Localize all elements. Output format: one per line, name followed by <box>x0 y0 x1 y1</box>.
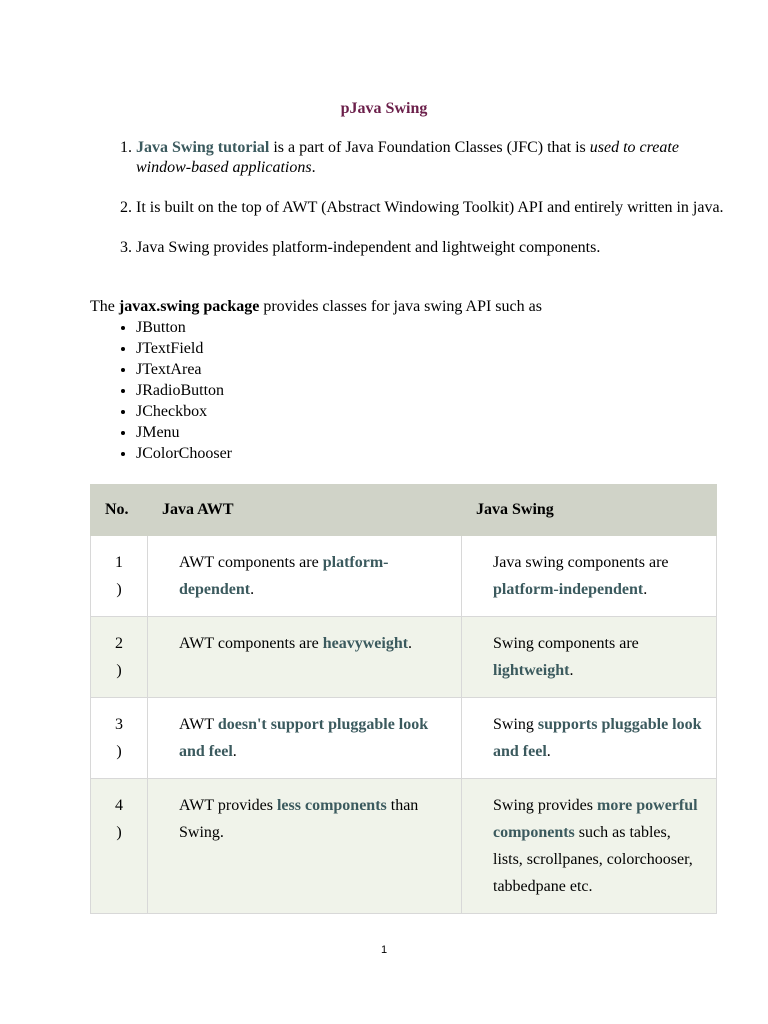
row-number-text: 1 ) <box>115 554 123 598</box>
swing-tutorial-link[interactable]: Java Swing tutorial <box>136 139 270 156</box>
cell-text: Java swing components are <box>493 554 669 571</box>
list-item: • JMenu <box>136 422 232 443</box>
cell-text: . <box>250 581 255 598</box>
cell-link[interactable]: platform-independent <box>493 581 644 598</box>
swing-cell <box>462 536 717 617</box>
awt-cell <box>148 536 462 617</box>
cell-text: Swing <box>493 716 538 733</box>
intro-item: 3. Java Swing provides platform-independent and lightweight components. <box>136 238 736 258</box>
para-text: The <box>90 298 119 315</box>
intro-text: is a part of Java Foundation Classes (JFC) that is <box>269 139 590 156</box>
para-text: provides classes for java swing API such as <box>259 298 542 315</box>
swing-cell <box>462 617 717 698</box>
cell-text: AWT <box>179 716 218 733</box>
row-number <box>91 779 148 914</box>
awt-cell <box>148 698 462 779</box>
cell-text: than Swing. <box>179 797 419 841</box>
table-row <box>91 779 717 914</box>
header-awt: Java AWT <box>148 485 462 536</box>
cell-text: . <box>232 743 237 760</box>
list-item: • JTextArea <box>136 359 232 380</box>
intro-item: 2. It is built on the top of AWT (Abstract Windowing Toolkit) API and entirely written in java. <box>136 198 736 218</box>
cell-link[interactable]: platform-dependent <box>179 554 389 598</box>
component-list <box>96 317 232 464</box>
list-item: • JButton <box>136 317 232 338</box>
row-number-text: 3 ) <box>115 716 123 760</box>
package-paragraph <box>90 297 542 317</box>
table-header-row <box>91 485 717 536</box>
table-row <box>91 698 717 779</box>
row-number-text: 4 ) <box>115 797 123 841</box>
cell-link[interactable]: lightweight <box>493 662 570 679</box>
intro-item <box>136 138 736 178</box>
cell-text: AWT provides <box>179 797 277 814</box>
swing-cell <box>462 698 717 779</box>
list-item: • JCheckbox <box>136 401 232 422</box>
document-title: pJava Swing <box>340 100 428 117</box>
header-no: No. <box>91 485 148 536</box>
table-row <box>91 617 717 698</box>
intro-list <box>96 138 736 278</box>
swing-cell <box>462 779 717 914</box>
row-number <box>91 698 148 779</box>
cell-text: . <box>408 635 413 652</box>
cell-link[interactable]: more powerful components <box>493 797 698 841</box>
cell-link[interactable]: heavyweight <box>322 635 409 652</box>
package-name: javax.swing package <box>118 298 260 315</box>
cell-text: . <box>643 581 648 598</box>
cell-text: Swing provides <box>493 797 597 814</box>
row-number-text: 2 ) <box>115 635 123 679</box>
cell-text: . <box>569 662 574 679</box>
header-swing: Java Swing <box>462 485 717 536</box>
list-item: • JRadioButton <box>136 380 232 401</box>
cell-text: AWT components are <box>179 635 323 652</box>
page-number: 1 <box>380 944 388 956</box>
intro-italic: used to create window-based applications <box>136 139 679 176</box>
awt-cell <box>148 617 462 698</box>
intro-text: . <box>311 159 316 176</box>
row-number <box>91 617 148 698</box>
cell-text: Swing components are <box>493 635 639 652</box>
cell-link[interactable]: less components <box>276 797 387 814</box>
cell-link[interactable]: doesn't support pluggable look and feel <box>179 716 429 760</box>
cell-text: . <box>546 743 551 760</box>
cell-link[interactable]: supports pluggable look and feel <box>493 716 702 760</box>
cell-text: such as tables, lists, scrollpanes, colorchooser, tabbedpane etc. <box>493 824 693 895</box>
row-number <box>91 536 148 617</box>
cell-text: AWT components are <box>179 554 323 571</box>
list-item: • JColorChooser <box>136 443 232 464</box>
comparison-table <box>90 484 717 914</box>
awt-cell <box>148 779 462 914</box>
table-row <box>91 536 717 617</box>
list-item: • JTextField <box>136 338 232 359</box>
